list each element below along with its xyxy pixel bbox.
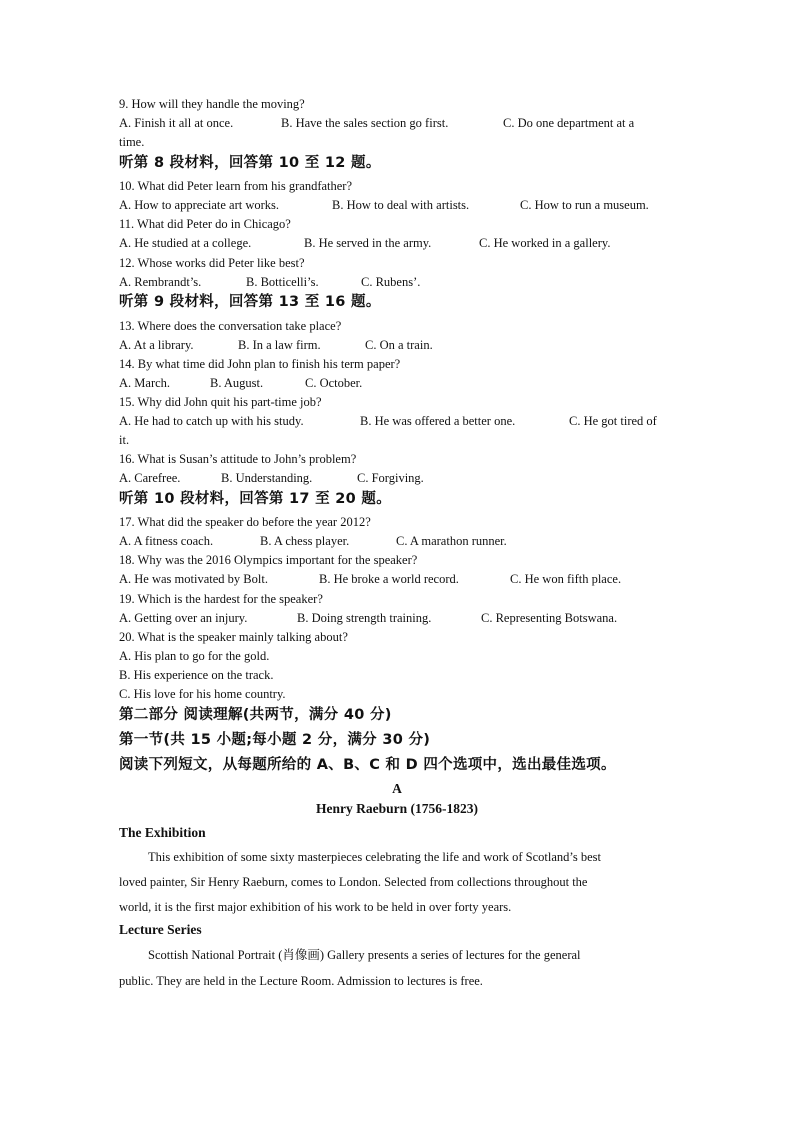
- option-b: B. In a law firm.: [238, 338, 321, 352]
- option-a: A. He was motivated by Bolt.: [119, 572, 268, 586]
- option-c: C. He won fifth place.: [510, 572, 622, 586]
- option-b: B. He served in the army.: [304, 236, 432, 250]
- option-b: B. Have the sales section go first.: [281, 116, 449, 130]
- option-a: A. Finish it all at once.: [119, 116, 234, 130]
- option-c: C. Do one department at a: [503, 116, 635, 130]
- option-a: A. Carefree.: [119, 471, 181, 485]
- heading-lecture-series: Lecture Series: [119, 922, 202, 937]
- question-14: 14. By what time did John plan to finish his term paper?: [119, 357, 401, 371]
- option-b: B. Botticelli’s.: [246, 275, 319, 289]
- option-a: A. Getting over an injury.: [119, 611, 248, 625]
- section-heading-8: 听第 8 段材料，回答第 10 至 12 题。: [119, 155, 381, 171]
- paragraph-lecture-line-2: public. They are held in the Lecture Room. Admission to lectures is free.: [119, 974, 483, 988]
- option-b: B. Understanding.: [221, 471, 313, 485]
- option-b: B. He broke a world record.: [319, 572, 459, 586]
- section-heading-10: 听第 10 段材料，回答第 17 至 20 题。: [119, 491, 392, 507]
- option-c: C. Forgiving.: [357, 471, 424, 485]
- option-c: C. He worked in a gallery.: [479, 236, 611, 250]
- paragraph-lecture-line-1: Scottish National Portrait (肖像画) Gallery presents a series of lectures for the general: [148, 948, 581, 962]
- option-a: A. How to appreciate art works.: [119, 198, 280, 212]
- question-15: 15. Why did John quit his part-time job?: [119, 395, 322, 409]
- option-a: A. Rembrandt’s.: [119, 275, 202, 289]
- option-c: C. Rubens’.: [361, 275, 421, 289]
- option-c: C. On a train.: [365, 338, 433, 352]
- option-a: A. At a library.: [119, 338, 194, 352]
- option-a: A. He had to catch up with his study.: [119, 414, 304, 428]
- part-two-heading: 第二部分 阅读理解(共两节，满分 40 分): [119, 707, 392, 723]
- question-19: 19. Which is the hardest for the speaker?: [119, 592, 323, 606]
- instructions: 阅读下列短文，从每题所给的 A、B、C 和 D 四个选项中，选出最佳选项。: [119, 757, 616, 773]
- option-b: B. Doing strength training.: [297, 611, 432, 625]
- option-c: C. A marathon runner.: [396, 534, 507, 548]
- question-10: 10. What did Peter learn from his grandfather?: [119, 179, 353, 193]
- option-a: A. He studied at a college.: [119, 236, 252, 250]
- question-20-option-b: B. His experience on the track.: [119, 668, 274, 682]
- section-heading-9: 听第 9 段材料，回答第 13 至 16 题。: [119, 294, 381, 310]
- question-9-option-c-wrap: time.: [119, 135, 145, 149]
- question-13: 13. Where does the conversation take place?: [119, 319, 342, 333]
- question-11: 11. What did Peter do in Chicago?: [119, 217, 291, 231]
- paragraph-exhibition-line-1: This exhibition of some sixty masterpieces celebrating the life and work of Scotland’s best: [148, 850, 602, 864]
- option-a: A. A fitness coach.: [119, 534, 214, 548]
- passage-letter: A: [392, 781, 402, 796]
- question-12: 12. Whose works did Peter like best?: [119, 256, 305, 270]
- option-b: B. August.: [210, 376, 264, 390]
- option-a: A. March.: [119, 376, 171, 390]
- option-c: C. How to run a museum.: [520, 198, 649, 212]
- question-20: 20. What is the speaker mainly talking about?: [119, 630, 348, 644]
- heading-exhibition: The Exhibition: [119, 825, 206, 840]
- option-b: B. He was offered a better one.: [360, 414, 516, 428]
- option-b: B. How to deal with artists.: [332, 198, 470, 212]
- question-9: 9. How will they handle the moving?: [119, 97, 305, 111]
- option-b: B. A chess player.: [260, 534, 350, 548]
- section-one-heading: 第一节(共 15 小题;每小题 2 分，满分 30 分): [119, 732, 431, 748]
- paragraph-exhibition-line-3: world, it is the first major exhibition of his work to be held in over forty years.: [119, 900, 512, 914]
- option-c: C. October.: [305, 376, 363, 390]
- paragraph-exhibition-line-2: loved painter, Sir Henry Raeburn, comes to London. Selected from collections throughout the: [119, 875, 588, 889]
- question-20-option-c: C. His love for his home country.: [119, 687, 286, 701]
- question-15-option-c-wrap: it.: [119, 433, 130, 447]
- option-c: C. Representing Botswana.: [481, 611, 618, 625]
- question-17: 17. What did the speaker do before the year 2012?: [119, 515, 371, 529]
- question-16: 16. What is Susan’s attitude to John’s problem?: [119, 452, 357, 466]
- passage-title: Henry Raeburn (1756-1823): [316, 801, 478, 816]
- question-18: 18. Why was the 2016 Olympics important for the speaker?: [119, 553, 418, 567]
- question-20-option-a: A. His plan to go for the gold.: [119, 649, 270, 663]
- option-c: C. He got tired of: [569, 414, 657, 428]
